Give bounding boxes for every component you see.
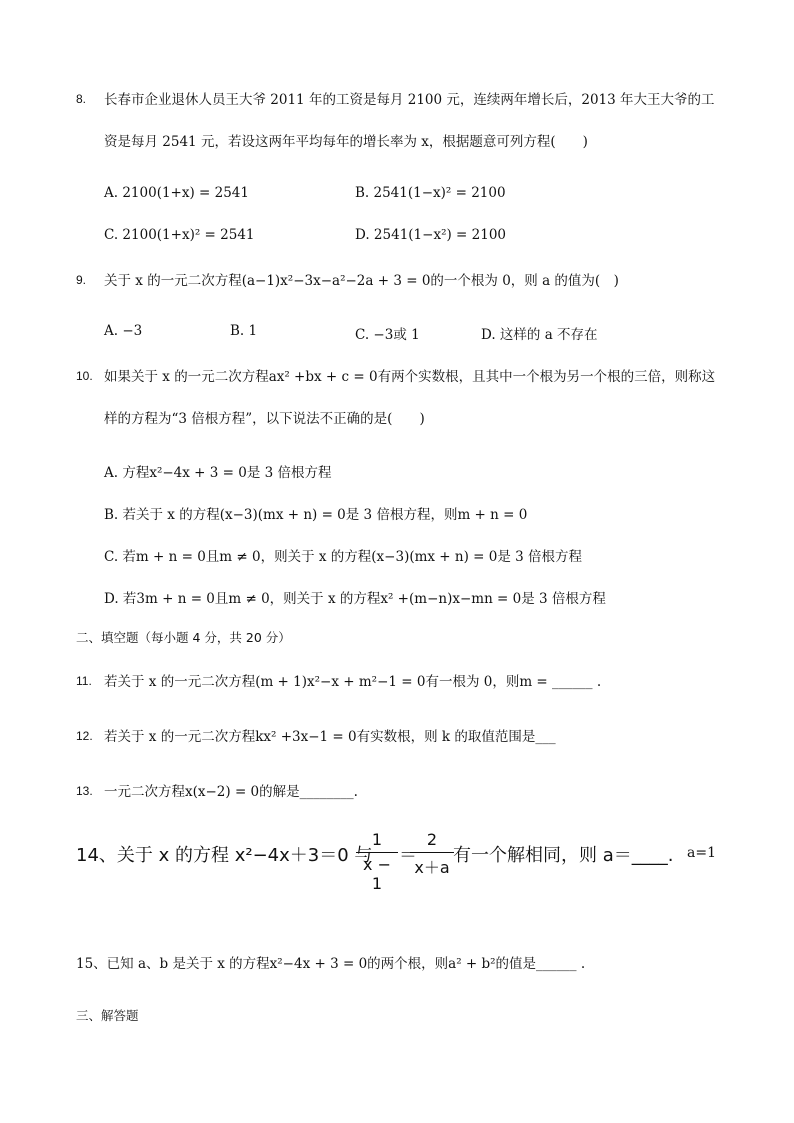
fraction-denominator: x＋a (414, 858, 450, 877)
fraction (410, 830, 454, 875)
option-b: B. 若关于 x 的方程(x−3)(mx + n) = 0是 3 倍根方程，则m + n = 0 (104, 507, 528, 523)
question-text: 14、关于 x 的方程 x²−4x＋3＝0 与 (76, 845, 373, 866)
option-c: C. 2100(1+x)² = 2541 (104, 227, 255, 243)
fraction-numerator: 1 (371, 830, 383, 849)
fraction-bar (356, 852, 398, 853)
question-number: 8. (76, 92, 87, 106)
option-a: A. 2100(1+x) = 2541 (104, 185, 249, 201)
question-number: 13. (76, 784, 93, 798)
section-heading: 三、解答题 (76, 1008, 139, 1023)
question-number: 9. (76, 273, 87, 287)
fraction-numerator: 2 (426, 830, 438, 849)
question-text: 若关于 x 的一元二次方程kx² +3x−1 = 0有实数根，则 k 的取值范围是___ (104, 729, 556, 745)
question-text: 样的方程为“3 倍根方程”，以下说法不正确的是( ) (104, 411, 425, 427)
option-d: D. 2541(1−x²) = 2100 (355, 227, 506, 243)
option-d: D. 这样的 a 不存在 (481, 327, 598, 343)
question-text: 长春市企业退休人员王大爷 2011 年的工资是每月 2100 元，连续两年增长后，2013 年大王大爷的工 (104, 92, 715, 108)
option-a: A. 方程x²−4x + 3 = 0是 3 倍根方程 (104, 465, 332, 481)
question-text: 15、已知 a、b 是关于 x 的方程x²−4x + 3 = 0的两个根，则a² + b²的值是______ . (76, 956, 586, 972)
fraction (356, 830, 398, 893)
question-number: 11. (76, 674, 92, 688)
section-heading: 二、填空题（每小题 4 分，共 20 分） (76, 630, 291, 645)
option-a: A. −3 (104, 323, 143, 339)
option-b: B. 2541(1−x)² = 2100 (355, 185, 506, 201)
question-text: 如果关于 x 的一元二次方程ax² +bx + c = 0有两个实数根，且其中一个根为另一个根的三倍，则称这 (104, 369, 716, 385)
option-d: D. 若3m + n = 0且m ≠ 0，则关于 x 的方程x² +(m−n)x−mn = 0是 3 倍根方程 (104, 591, 606, 607)
question-text: 若关于 x 的一元二次方程(m + 1)x²−x + m²−1 = 0有一根为 0，则m = ______ . (104, 674, 602, 690)
option-b: B. 1 (230, 323, 258, 339)
question-text: 关于 x 的一元二次方程(a−1)x²−3x−a²−2a + 3 = 0的一个根为 0，则 a 的值为( ) (104, 273, 619, 289)
equals-sign: ＝ (399, 845, 417, 866)
option-c: C. −3或 1 (355, 327, 420, 343)
question-number: 10. (76, 369, 93, 383)
fraction-bar (410, 852, 454, 853)
question-text: 资是每月 2541 元，若设这两年平均每年的增长率为 x，根据题意可列方程( ) (104, 134, 588, 150)
question-text: 一元二次方程x(x−2) = 0的解是________. (104, 784, 358, 800)
fraction-denominator: x − 1 (363, 855, 391, 893)
answer-note: a=1 (687, 845, 716, 861)
option-c: C. 若m + n = 0且m ≠ 0，则关于 x 的方程(x−3)(mx + n) = 0是 3 倍根方程 (104, 549, 583, 565)
question-text: 有一个解相同，则 a＝____. (453, 845, 674, 866)
question-number: 12. (76, 729, 93, 743)
